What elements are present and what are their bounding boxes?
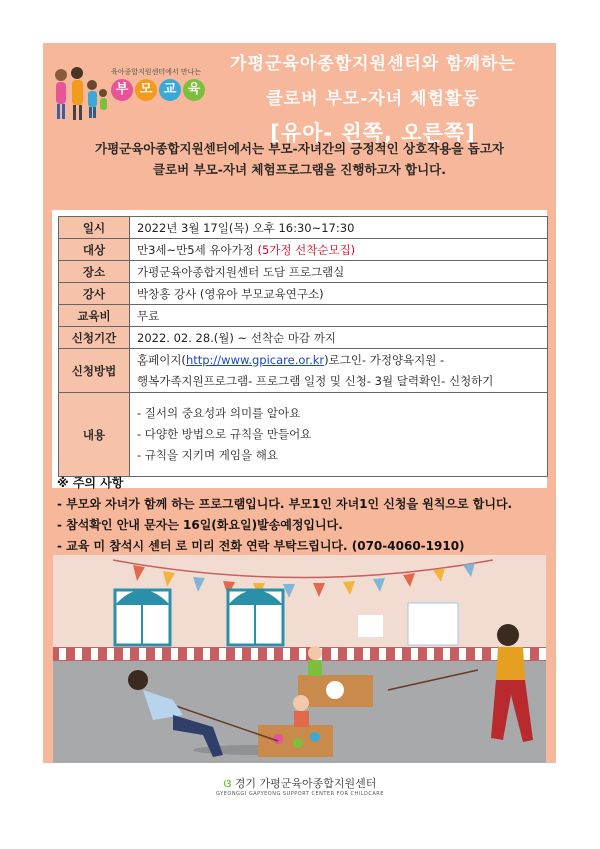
method-text-pre: 홈페이지(: [137, 352, 186, 367]
logo-chip: 모: [135, 79, 157, 101]
notes: [57, 473, 552, 557]
intro-line-2: 클로버 부모-자녀 체험프로그램을 진행하고자 합니다.: [153, 162, 446, 177]
content-item: - 다양한 방법으로 규칙을 만들어요: [137, 427, 312, 441]
logo-chip: 부: [111, 79, 133, 101]
target-value: 만3세~만5세 유아가정: [137, 242, 254, 257]
content-cell: [130, 393, 548, 477]
info-table: [58, 216, 548, 477]
method-cell: [130, 349, 548, 393]
method-text-post: )로그인- 가정양육지원 -: [324, 352, 445, 367]
note-item: - 부모와 자녀가 함께 하는 프로그램입니다. 부모1인 자녀1인 신청을 원칙으로 합니다.: [57, 497, 513, 511]
place-label: 장소: [59, 261, 130, 283]
logo: [51, 63, 202, 123]
note-item: - 교육 미 참석시 센터 로 미리 전화 연락 부탁드립니다. (070-4060-1910): [57, 539, 465, 553]
notes-heading: ※ 주의 사항: [57, 476, 124, 490]
table-row: [59, 305, 548, 327]
content-item: - 질서의 중요성과 의미를 알아요: [137, 406, 301, 420]
fee-label: 교육비: [59, 305, 130, 327]
logo-chip: 육: [183, 79, 205, 101]
poster: [43, 43, 556, 763]
table-row: [59, 283, 548, 305]
fee-value: 무료: [130, 305, 548, 327]
content-label: 내용: [59, 393, 130, 477]
date-label: 일시: [59, 217, 130, 239]
period-value: 2022. 02. 28.(월) ~ 선착순 마감 까지: [130, 327, 548, 349]
homepage-link[interactable]: http://www.gpicare.or.kr: [185, 352, 325, 367]
table-row: [59, 393, 548, 477]
logo-chip: 교: [159, 79, 181, 101]
teacher-label: 강사: [59, 283, 130, 305]
content-item: - 규칙을 지키며 게임을 해요: [137, 448, 278, 462]
table-row: [59, 239, 548, 261]
target-note: (5가정 선착순모집): [257, 242, 356, 257]
intro-line-1: 가평군육아종합지원센터에서는 부모-자녀간의 긍정적인 상호작용을 돕고자: [95, 141, 504, 156]
footer-name: 경기 가평군육아종합지원센터: [234, 777, 377, 790]
table-row: [59, 217, 548, 239]
place-value: 가평군육아종합지원센터 도담 프로그램실: [130, 261, 548, 283]
title-line-3: [유아- 왼쪽, 오른쪽]: [270, 121, 476, 145]
family-icon: [51, 63, 111, 123]
logo-chips: [111, 79, 205, 101]
footer-name-row: [0, 775, 600, 791]
center-logo-icon: ଓ: [223, 777, 232, 790]
illustration: [53, 555, 546, 763]
title-line-1: 가평군육아종합지원센터와 함께하는: [230, 54, 516, 74]
intro-text: [43, 138, 556, 180]
info-card: [52, 210, 547, 488]
table-row: [59, 261, 548, 283]
logo-caption: 육아종합지원센터에서 만나는: [111, 68, 202, 76]
title-line-2: 클로버 부모-자녀 체험활동: [266, 89, 480, 109]
date-value: 2022년 3월 17일(목) 오후 16:30~17:30: [130, 217, 548, 239]
table-row: [59, 349, 548, 393]
method-label: 신청방법: [59, 349, 130, 393]
period-label: 신청기간: [59, 327, 130, 349]
footer: [0, 775, 600, 797]
target-label: 대상: [59, 239, 130, 261]
method-text-line2: 행복가족지원프로그램- 프로그램 일정 및 신청- 3월 달력확인- 신청하기: [137, 373, 494, 388]
note-item: - 참석확인 안내 문자는 16일(화요일)발송예정입니다.: [57, 518, 343, 532]
title-block: [203, 45, 543, 147]
footer-subtitle: GYEONGGI GAPYEONG SUPPORT CENTER FOR CHILDCARE: [216, 791, 384, 797]
header: [43, 43, 556, 145]
teacher-value: 박창홍 강사 (영유아 부모교육연구소): [130, 283, 548, 305]
target-cell: [130, 239, 548, 261]
table-row: [59, 327, 548, 349]
